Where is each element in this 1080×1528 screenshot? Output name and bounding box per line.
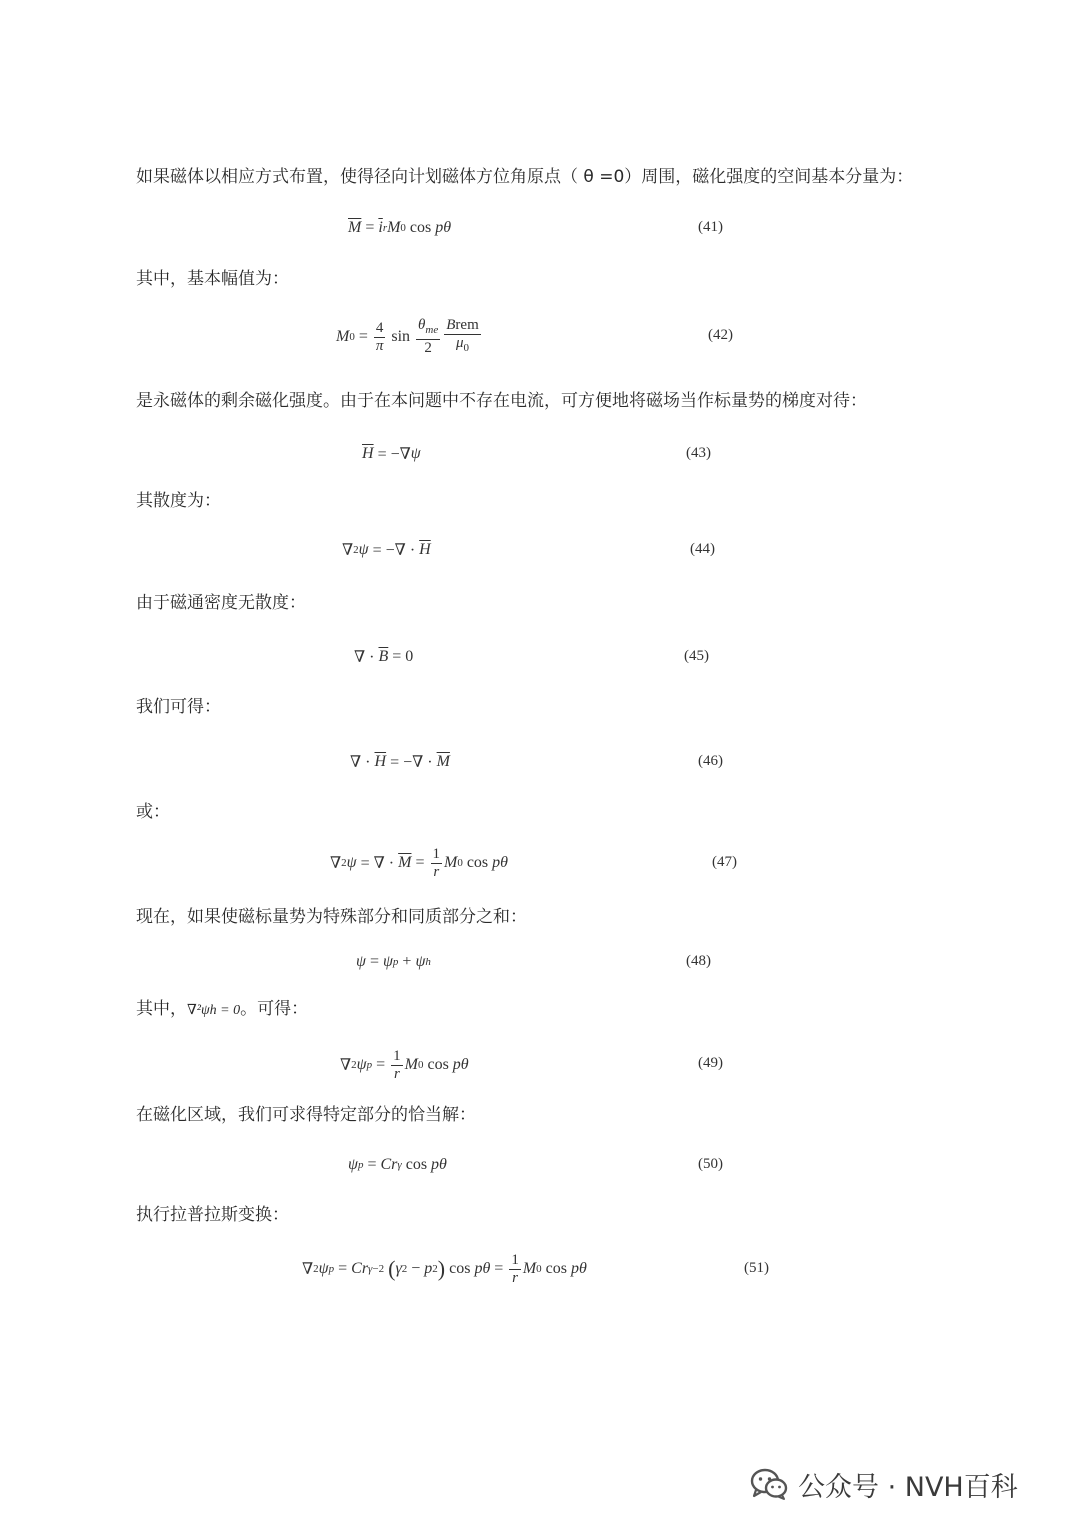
watermark	[750, 1464, 1018, 1504]
equation-number-47: (47)	[712, 854, 737, 870]
paragraph-9-text: 其中，	[136, 999, 187, 1019]
equation-number-44: (44)	[690, 541, 715, 557]
equation-47: ∇ 2 ψ = ∇ · $\overline{M}$ = $\frac{1}{r}$ M 0 cos pθ	[330, 845, 509, 880]
equation-46: ∇ · $\overline{H}$ = −∇ · $\overline{M}$	[350, 753, 450, 771]
paragraph-1: 如果磁体以相应方式布置，使得径向计划磁体方位角原点（ θ =0）周围，磁化强度的空间基本分量为：	[136, 167, 914, 187]
equation-41: $\overline{M}$ = $\overline{i}$ r M 0 cos pθ	[348, 219, 452, 236]
equation-50: ψ p = Cr γ cos pθ	[348, 1156, 447, 1173]
paragraph-3: 是永磁体的剩余磁化强度。由于在本问题中不存在电流，可方便地将磁场当作标量势的梯度对待：	[136, 391, 867, 411]
equation-44: ∇ 2 ψ = −∇ · $\overline{H}$	[342, 541, 431, 559]
paragraph-4: 其散度为：	[136, 491, 221, 511]
paragraph-6: 我们可得：	[136, 697, 221, 717]
watermark-label: 公众号 · NVH百科	[798, 1471, 1018, 1503]
equation-number-51: (51)	[744, 1260, 769, 1276]
equation-number-45: (45)	[684, 648, 709, 664]
paragraph-8: 现在，如果使磁标量势为特殊部分和同质部分之和：	[136, 907, 527, 927]
wechat-icon	[750, 1467, 788, 1501]
equation-number-42: (42)	[708, 327, 733, 343]
equation-45: ∇ · $\overline{B}$ = 0	[354, 648, 414, 666]
equation-number-46: (46)	[698, 753, 723, 769]
equation-43: $\overline{H}$ = −∇ ψ	[362, 445, 421, 463]
equation-number-50: (50)	[698, 1156, 723, 1172]
inline-equation: ∇²ψh = 0	[187, 1003, 241, 1018]
equation-number-49: (49)	[698, 1055, 723, 1071]
equation-number-41: (41)	[698, 219, 723, 235]
paragraph-9-suffix: 。可得：	[240, 999, 309, 1019]
equation-51: ∇ 2 ψ p = Cr γ−2 ( γ 2 − p 2 ) cos pθ = $\frac{1}{r}$ M 0 cos pθ	[302, 1251, 587, 1286]
equation-49: ∇ 2 ψ p = $\frac{1}{r}$ M 0 cos pθ	[340, 1047, 469, 1082]
equation-48: ψ = ψ p + ψ h	[356, 953, 431, 970]
paragraph-5: 由于磁通密度无散度：	[136, 593, 306, 613]
paragraph-10: 在磁化区域，我们可求得特定部分的恰当解：	[136, 1105, 476, 1125]
paragraph-9	[136, 998, 308, 1022]
equation-number-43: (43)	[686, 445, 711, 461]
equation-number-48: (48)	[686, 953, 711, 969]
paragraph-2: 其中，基本幅值为：	[136, 269, 289, 289]
paragraph-7: 或：	[136, 802, 170, 822]
paragraph-11: 执行拉普拉斯变换：	[136, 1205, 289, 1225]
equation-42: M 0 = $\frac{4}{\pi}$ sin $\frac{\theta_{me}}{2}$ $\frac{\text{Brem}}{\mu_0}$	[336, 317, 479, 356]
